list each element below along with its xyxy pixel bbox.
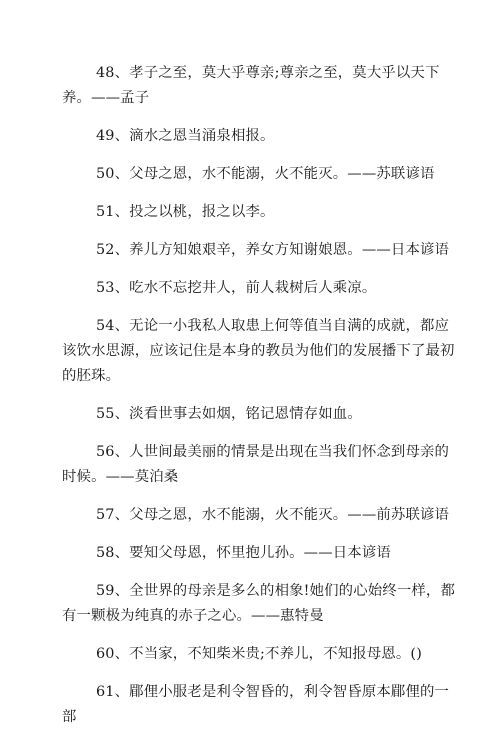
entry-number: 59 — [96, 583, 115, 599]
entry-text: 、吃水不忘挖井人，前人栽树后人乘凉。 — [114, 280, 377, 296]
entry-text: 、投之以桃，报之以李。 — [114, 204, 275, 220]
entry-number: 48 — [96, 65, 115, 81]
entry-text: 、郿俚小服老是利令智昏的，利令智昏原本郿俚的一部 — [62, 684, 450, 725]
entry-text: 、要知父母恩，怀里抱儿孙。——日本谚语 — [114, 545, 391, 561]
entry-number: 61 — [96, 684, 115, 700]
entry-text: 、养儿方知娘艰辛，养女方知谢娘恩。——日本谚语 — [114, 242, 450, 258]
entry-number: 54 — [96, 318, 115, 334]
quote-entry-60 — [62, 642, 460, 667]
quote-entry-52 — [62, 238, 460, 263]
entry-number: 49 — [96, 128, 115, 144]
entry-text: 、人世间最美丽的情景是出现在当我们怀念到母亲的时候。——莫泊桑 — [62, 444, 450, 485]
quote-entry-51 — [62, 200, 460, 225]
entry-number: 53 — [96, 280, 115, 296]
quote-entry-58 — [62, 541, 460, 566]
entry-text: 、滴水之恩当涌泉相报。 — [114, 128, 275, 144]
quote-entry-55 — [62, 402, 460, 427]
quote-entry-57 — [62, 503, 460, 528]
entry-text: 、父母之恩，水不能溺，火不能灭。——前苏联谚语 — [114, 507, 450, 523]
entry-text: 、不当家，不知柴米贵;不养儿，不知报母恩。() — [114, 646, 422, 662]
entry-number: 56 — [96, 444, 115, 460]
entry-text: 、淡看世事去如烟，铭记恩情存如血。 — [114, 406, 362, 422]
entry-number: 51 — [96, 204, 115, 220]
quote-entry-49 — [62, 124, 460, 149]
quote-entry-56 — [62, 440, 460, 490]
entry-number: 55 — [96, 406, 115, 422]
entry-text: 、孝子之至，莫大乎尊亲;尊亲之至，莫大乎以天下养。——孟子 — [62, 65, 440, 106]
quote-entry-61 — [62, 680, 460, 730]
quote-entry-53 — [62, 276, 460, 301]
entry-number: 50 — [96, 166, 115, 182]
entry-text: 、父母之恩，水不能溺，火不能灭。——苏联谚语 — [114, 166, 435, 182]
quote-entry-54 — [62, 314, 460, 389]
entry-number: 57 — [96, 507, 115, 523]
entry-number: 60 — [96, 646, 115, 662]
entry-text: 、无论一小我私人取患上何等值当自满的成就，都应该饮水思源，应该记住是本身的教员为他们的发展播下了最初的胚珠。 — [62, 318, 455, 384]
entry-text: 、全世界的母亲是多么的相象!她们的心始终一样，都有一颗极为纯真的赤子之心。——惠特曼 — [62, 583, 455, 624]
entry-number: 58 — [96, 545, 115, 561]
entry-number: 52 — [96, 242, 115, 258]
quote-entry-50 — [62, 162, 460, 187]
quote-entry-48 — [62, 61, 460, 111]
quote-entry-59 — [62, 579, 460, 629]
